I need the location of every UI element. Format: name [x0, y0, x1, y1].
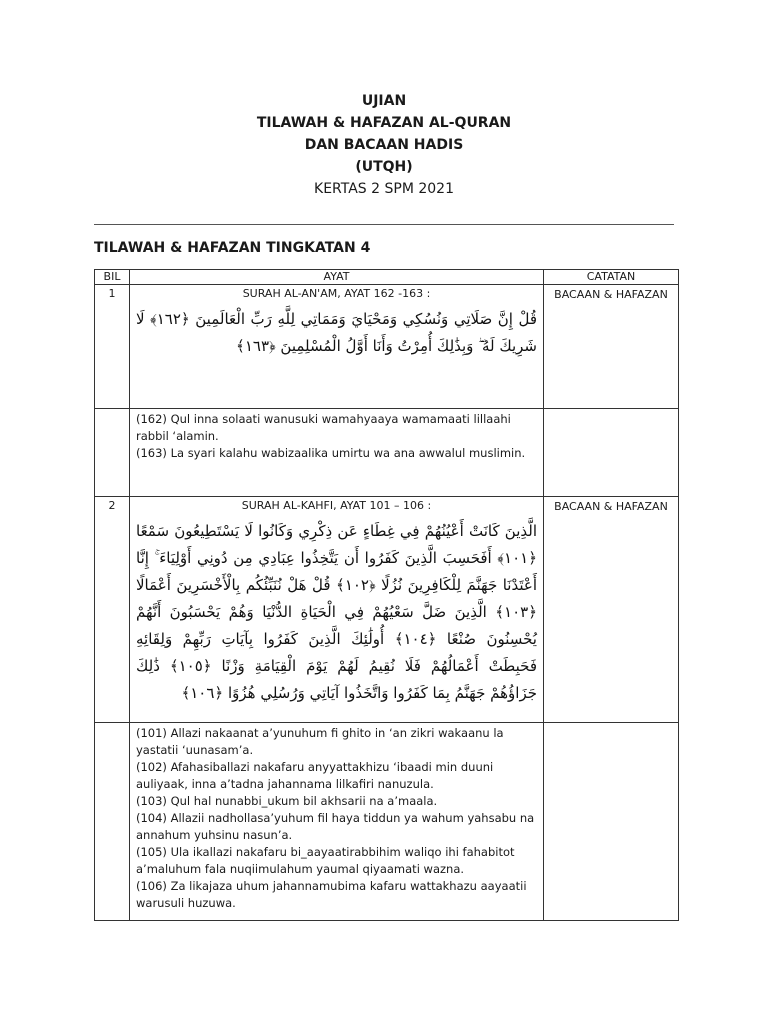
ayat-cell [130, 497, 544, 723]
table-row [95, 497, 679, 723]
transliteration-line: (104) Allazii nadhollasa’yuhum fil haya tiddun ya wahum yahsabu na annahum yuhsinu nasun’a. [136, 811, 535, 842]
transliteration-line: (162) Qul inna solaati wanusuki wamahyaaya wamamaati lillaahi rabbil ‘alamin. [136, 412, 511, 443]
exam-label: UJIAN [361, 93, 407, 109]
header-ayat: AYAT [130, 270, 544, 285]
table-row [95, 285, 679, 409]
catatan-cell [544, 497, 679, 723]
section-title: TILAWAH & HAFAZAN TINGKATAN 4 [94, 240, 371, 256]
surah-title: SURAH AL-AN'AM, AYAT 162 -163 : [242, 287, 431, 300]
transliteration-line: (101) Allazi nakaanat a’yunuhum fi ghito in ‘an zikri wakaanu la yastatii ‘uunasam’a. [136, 726, 504, 757]
empty-cell [544, 409, 679, 497]
catatan-text: BACAAN & HAFAZAN [554, 500, 668, 513]
transliteration-line: (102) Afahasiballazi nakafaru anyyattakhizu ‘ibaadi min duuni auliyaak, inna a’tadna jahannama lilkafiri nanuzula. [136, 760, 494, 791]
header-bil: BIL [95, 270, 130, 285]
transliteration-line: (106) Za likajaza uhum jahannamubima kafaru wattakhazu aayaatii warusuli huzuwa. [136, 879, 527, 910]
catatan-text: BACAAN & HAFAZAN [554, 288, 668, 301]
row-number: 2 [95, 497, 130, 723]
empty-cell [95, 409, 130, 497]
exam-acronym: (UTQH) [355, 159, 413, 175]
transliteration-line: (105) Ula ikallazi nakafaru bi_aayaatirabbihim waliqo ihi fahabitot a’maluhum fala nuqiimulahum yaumal qiyaamati wazna. [136, 845, 515, 876]
arabic-verse: قُلْ إِنَّ صَلَاتِي وَنُسُكِي وَمَحْيَايَ وَمَمَاتِي لِلَّهِ رَبِّ الْعَالَمِينَ ﴿١٦٢﴾ لَا شَرِيكَ لَهُ ۖ وَبِذَٰلِكَ أُمِرْتُ وَأَنَا أَوَّلُ الْمُسْلِمِينَ ﴿١٦٣﴾ [136, 310, 537, 355]
document-header [0, 90, 768, 200]
transliteration-line: (103) Qul hal nunabbi_ukum bil akhsarii na a’maala. [136, 794, 438, 808]
ayat-cell [130, 285, 544, 409]
exam-title: TILAWAH & HAFAZAN AL-QURAN [256, 115, 512, 131]
empty-cell [95, 723, 130, 921]
exam-subtitle: DAN BACAAN HADIS [304, 137, 464, 153]
catatan-cell [544, 285, 679, 409]
empty-cell [544, 723, 679, 921]
arabic-verse: الَّذِينَ كَانَتْ أَعْيُنُهُمْ فِي غِطَاءٍ عَن ذِكْرِي وَكَانُوا لَا يَسْتَطِيعُونَ سَمْعًا ﴿١٠١﴾ أَفَحَسِبَ الَّذِينَ كَفَرُوا أَن يَتَّخِذُوا عِبَادِي مِن دُونِي أَوْلِيَاءَ ۚ إِنَّا أَعْتَدْنَا جَهَنَّمَ لِلْكَافِرِينَ نُزُلًا ﴿١٠٢﴾ قُلْ هَلْ نُنَبِّئُكُم بِالْأَخْسَرِينَ أَعْمَالًا ﴿١٠٣﴾ الَّذِينَ ضَلَّ سَعْيُهُمْ فِي الْحَيَاةِ الدُّنْيَا وَهُمْ يَحْسَبُونَ أَنَّهُمْ يُحْسِنُونَ صُنْعًا ﴿١٠٤﴾ أُولَٰئِكَ الَّذِينَ كَفَرُوا بِآيَاتِ رَبِّهِمْ وَلِقَائِهِ فَحَبِطَتْ أَعْمَالُهُمْ فَلَا نُقِيمُ لَهُمْ يَوْمَ الْقِيَامَةِ وَزْنًا ﴿١٠٥﴾ ذَٰلِكَ جَزَاؤُهُمْ جَهَنَّمُ بِمَا كَفَرُوا وَاتَّخَذُوا آيَاتِي وَرُسُلِي هُزُوًا ﴿١٠٦﴾ [136, 522, 537, 702]
table-header-row [95, 270, 679, 285]
transliteration-cell [130, 723, 544, 921]
header-catatan: CATATAN [544, 270, 679, 285]
exam-paper: KERTAS 2 SPM 2021 [314, 181, 454, 197]
ayat-table [94, 269, 679, 921]
table-row [95, 723, 679, 921]
row-number: 1 [95, 285, 130, 409]
transliteration-cell [130, 409, 544, 497]
header-divider [94, 224, 674, 225]
transliteration-line: (163) La syari kalahu wabizaalika umirtu wa ana awwalul muslimin. [136, 446, 526, 460]
surah-title: SURAH AL-KAHFI, AYAT 101 – 106 : [241, 499, 432, 512]
table-row [95, 409, 679, 497]
